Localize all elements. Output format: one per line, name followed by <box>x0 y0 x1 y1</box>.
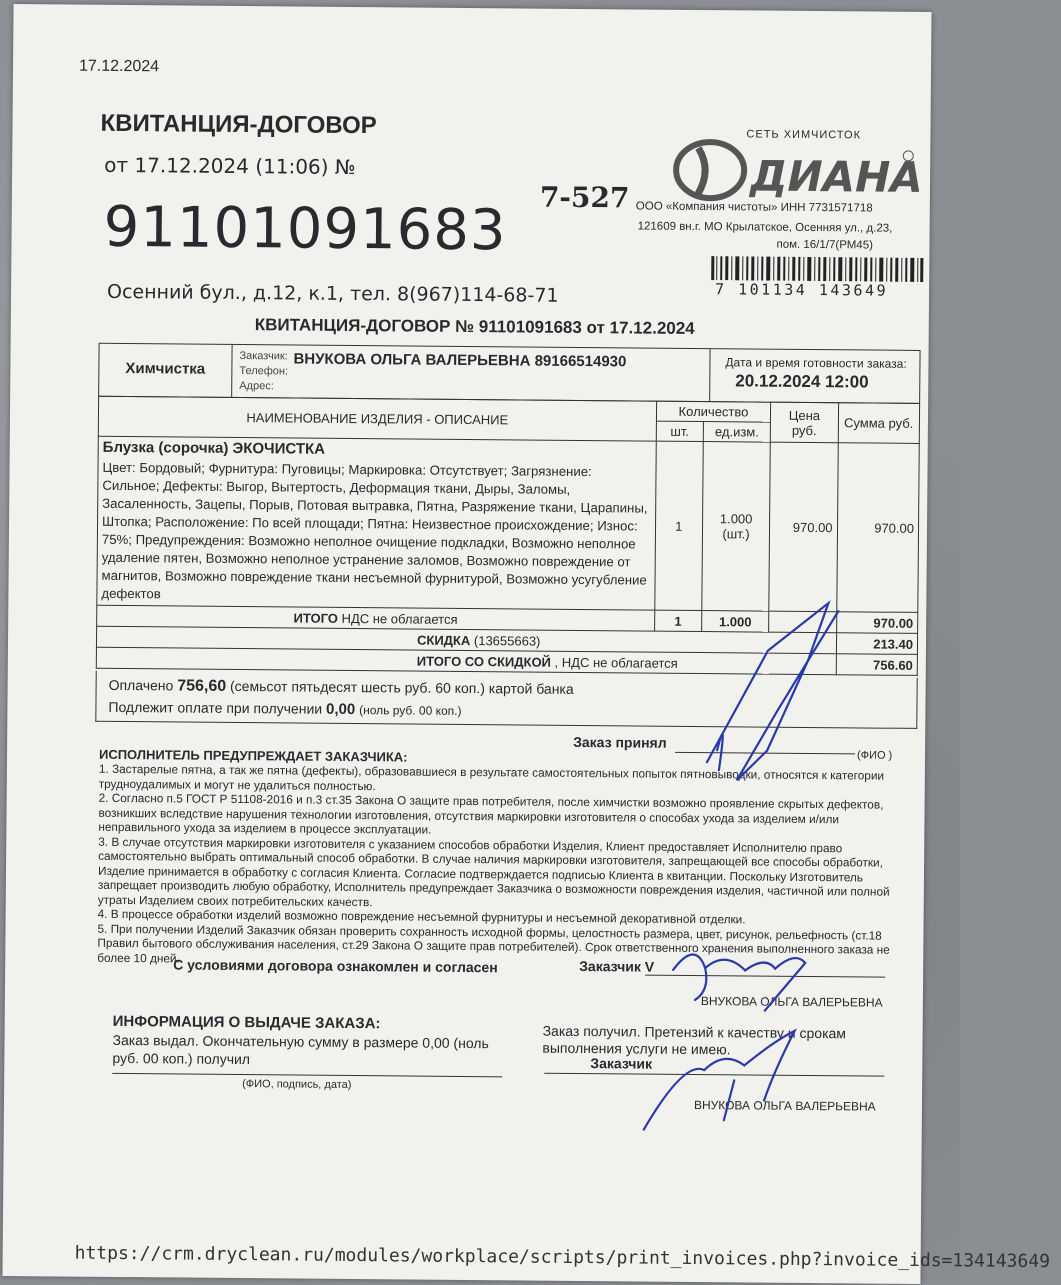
ready-label: Дата и время готовности заказа: <box>725 355 907 371</box>
accepted-line <box>675 752 855 755</box>
item-description: Цвет: Бордовый; Фурнитура: Пуговицы; Маркировка: Отсутствует; Загрязнение: Сильное; Дефекты: Выгор, Вытертость, Деформация ткани, Дыры, Заломы, Засаленность, Зацепы, Порыв, Потовая вытравка, Пятна, Разряжение ткани, Царапины, Штопка; Расположение: По всей площади; Пятна: Неизвестное происхождение; Износ: 75%; Предупреждения: Возможно неполное очищение подкладки, Возможно неполное удаление пятен, Возможно неполное устранение заломов, Возможно повреждение от магнитов, Возможно повреждение ткани несъемной фурнитурой, Возможно усугубление дефектов <box>101 459 648 602</box>
col-unit: ед.изм. <box>703 422 770 443</box>
received-customer-name: ВНУКОВА ОЛЬГА ВАЛЕРЬЕВНА <box>693 1097 876 1114</box>
col-name: НАИМЕНОВАНИЕ ИЗДЕЛИЯ - ОПИСАНИЕ <box>98 396 656 441</box>
received-customer-label: Заказчик <box>590 1055 653 1072</box>
received-text: Заказ получил. Претензий к качеству и срокам выполнения услуги не имею. <box>542 1022 847 1058</box>
barcode-number: 7 101134 143649 <box>715 280 889 300</box>
paid-prefix: Оплачено <box>108 676 174 694</box>
col-pcs: шт. <box>656 421 703 441</box>
due-words: (ноль руб. 00 коп.) <box>359 703 462 718</box>
item-pcs: 1 <box>655 441 704 610</box>
customer-label: Заказчик: <box>239 350 288 363</box>
address-label: Адрес: <box>239 380 274 393</box>
discount-label: СКИДКА <box>416 632 471 648</box>
ready-date: 20.12.2024 12:00 <box>735 371 869 392</box>
agreement-text: С условиями договора ознакомлен и согласен <box>173 956 498 976</box>
total-discount-sum: 756.60 <box>836 654 918 676</box>
customer-name: ВНУКОВА ОЛЬГА ВАЛЕРЬЕВНА 89166514930 <box>293 350 627 371</box>
payment-box <box>95 671 917 729</box>
due-line <box>108 699 461 719</box>
paid-line <box>109 677 574 699</box>
logo-text: ДИАНА <box>749 151 924 202</box>
total-vat: НДС не облагается <box>341 610 458 627</box>
total-discount-vat: , НДС не облагается <box>554 654 678 671</box>
issue-text: Заказ выдал. Окончательную сумму в размере 0,00 (ноль руб. 00 коп.) получил <box>112 1031 489 1068</box>
company-info: ООО «Компания чистоты» ИНН 7731571718 <box>635 200 873 215</box>
col-price: Цена руб. <box>771 402 839 443</box>
branch-address: Осенний бул., д.12, к.1, тел. 8(967)114-68-71 <box>106 280 559 307</box>
receipt-paper <box>2 4 1051 1284</box>
accepted-fio: (ФИО ) <box>856 749 893 762</box>
document-title: КВИТАНЦИЯ-ДОГОВОР <box>100 109 377 140</box>
service-type: Химчистка <box>125 360 206 378</box>
total-label: ИТОГО <box>293 609 339 626</box>
phone-label: Телефон: <box>239 365 289 378</box>
agreement-signature-line <box>645 975 885 978</box>
item-sum: 970.00 <box>836 443 919 613</box>
agreement-customer-name: ВНУКОВА ОЛЬГА ВАЛЕРЬЕВНА <box>700 994 883 1010</box>
receipt-code: 7-527 <box>539 180 630 215</box>
diana-logo <box>668 128 924 210</box>
paid-amount: 756,60 <box>177 677 227 695</box>
due-amount: 0,00 <box>325 700 356 719</box>
discount-sum: 213.40 <box>836 633 918 655</box>
total-unit: 1.000 <box>702 611 769 633</box>
brand-tagline: СЕТЬ ХИМЧИСТОК <box>746 128 862 142</box>
accepted-label: Заказ принял <box>573 733 667 751</box>
issue-fio: (ФИО, подпись, дата) <box>242 1078 352 1092</box>
item-price: 970.00 <box>769 442 838 612</box>
warnings-body: 1. Застарелые пятна, а так же пятна (дефекты), образовавшиеся в результате самостоятельных попыток пятновыводки, относятся к категории трудноудалимых и могут не удалиться полностью. 2. Согласно п.5 ГОСТ Р 51108-2016 и п.3 ст.35 Закона О защите прав потребителя, после химчистки возможно проявление скрытых дефектов, возникших вследствие нарушения технологии изготовления, отсутствия маркировки изготовителя о способах ухода за изделием и/или неправильного ухода за изделием в процессе эксплуатации. 3. В случае отсутствия маркировки изготовителя с указанием способов обработки Изделия, Клиент предоставляет Исполнителю право самостоятельно выбрать оптимальный способ обработки. В случае наличия маркировки изготовителя, запрещающей все способы обработки, Изделие принимается в обработку с согласия Клиента. Согласие подтверждается подписью Клиента в квитанции. Поскольку Изготовитель запрещает производить любую обработку, Исполнитель предупреждает Заказчика о возможности повреждения изделия, частичной или полной утраты Изделием своих потребительских качеств. 4. В процессе обработки изделий возможно повреждение несъемной фурнитуры и несъемной декоративной отделки. 5. При получении Изделий Заказчик обязан проверить сохранность исходной формы, целостность размера, цвет, рисунок, рельефность (ст.18 Правил бытового обслуживания населения, ст.29 Закона О защите прав потребителей). Срок ответственного хранения выполненного заказа не более 10 дней. <box>97 761 890 966</box>
issue-signature-line <box>112 1073 502 1077</box>
receipt-number: 91101091683 <box>103 194 507 264</box>
order-header <box>98 343 920 404</box>
col-qty: Количество <box>656 401 771 422</box>
company-address-2: пом. 16/1/7(РМ45) <box>776 238 874 252</box>
received-signature-line <box>544 1073 884 1077</box>
total-discount-label: ИТОГО СО СКИДКОЙ <box>416 653 552 670</box>
total-pcs: 1 <box>654 610 701 631</box>
print-url: https://crm.dryclean.ru/modules/workplace/scripts/print_invoices.php?invoice_ids=134143649 <box>74 1242 1051 1273</box>
total-sum: 970.00 <box>836 612 918 634</box>
document-date: от 17.12.2024 (11:06) № <box>104 152 356 180</box>
receipt-subtitle: КВИТАНЦИЯ-ДОГОВОР № 91101091683 от 17.12.2024 <box>254 315 695 338</box>
paid-words: (семьсот пятьдесят шесть руб. 60 коп.) картой банка <box>229 677 574 697</box>
item-title: Блузка (сорочка) ЭКОЧИСТКА <box>102 438 326 458</box>
warnings-title: ИСПОЛНИТЕЛЬ ПРЕДУПРЕЖДАЕТ ЗАКАЗЧИКА: <box>98 746 408 765</box>
agreement-customer-label: Заказчик V <box>579 957 655 975</box>
table-row <box>97 436 919 612</box>
company-address: 121609 вн.г. МО Крылатское, Осенняя ул., д.23, <box>637 220 893 235</box>
discount-code: (13655663) <box>473 632 541 649</box>
items-table <box>96 396 920 676</box>
item-unit: 1.000 (шт.) <box>702 442 771 612</box>
print-date: 17.12.2024 <box>78 57 160 76</box>
issue-title: ИНФОРМАЦИЯ О ВЫДАЧЕ ЗАКАЗА: <box>112 1012 381 1033</box>
due-prefix: Подлежит оплате при получении <box>108 698 323 717</box>
col-sum: Сумма руб. <box>838 403 920 444</box>
